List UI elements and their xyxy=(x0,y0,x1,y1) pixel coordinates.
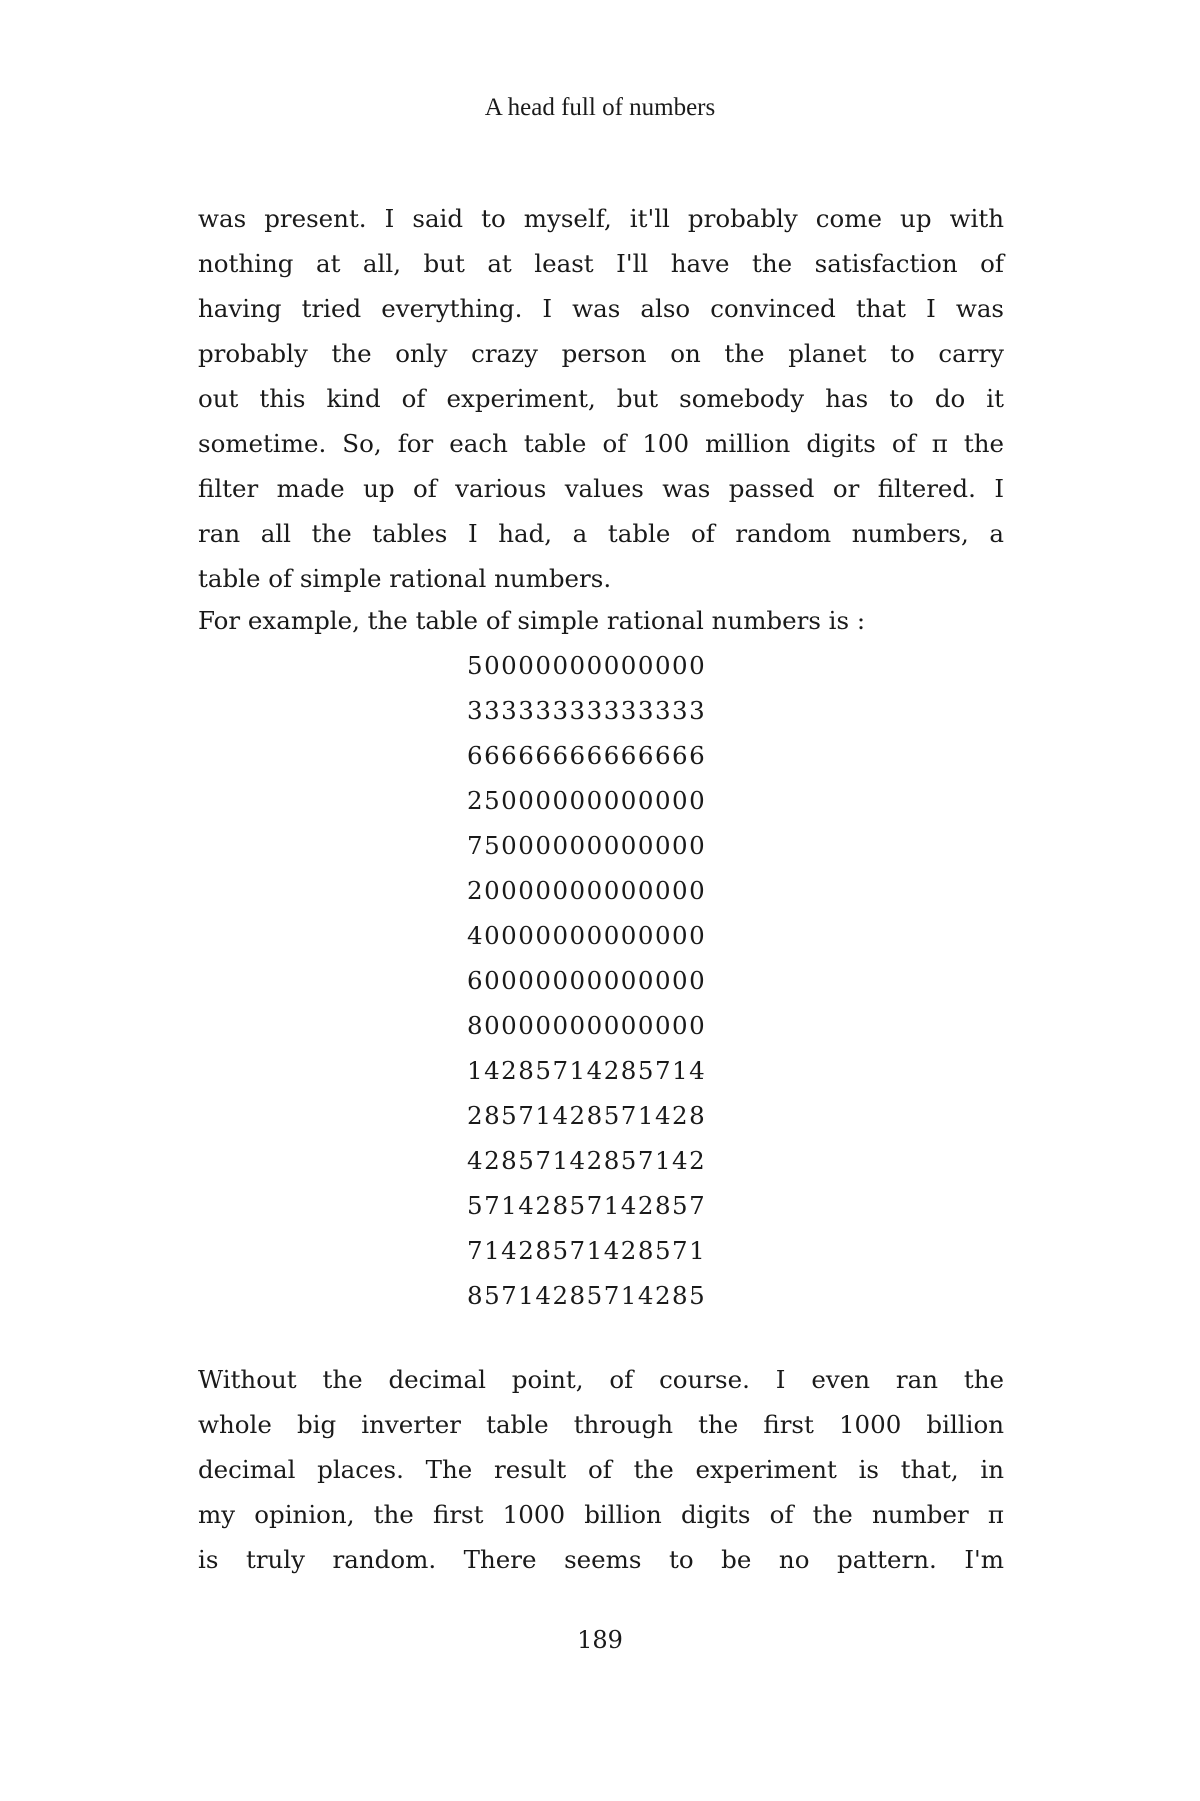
table-row: 33333333333333 xyxy=(467,696,707,725)
text-line: my opinion, the first 1000 billion digits of the number π xyxy=(198,1500,1004,1529)
page-number: 189 xyxy=(577,1626,623,1654)
text-line: sometime. So, for each table of 100 million digits of π the xyxy=(198,429,1004,458)
table-row: 25000000000000 xyxy=(467,786,707,815)
text-line: table of simple rational numbers. xyxy=(198,564,612,593)
table-row: 60000000000000 xyxy=(467,966,707,995)
text-line: was present. I said to myself, it'll probably come up with xyxy=(198,204,1004,233)
text-line: Without the decimal point, of course. I even ran the xyxy=(198,1365,1004,1394)
table-row: 20000000000000 xyxy=(467,876,707,905)
text-line: For example, the table of simple rational numbers is : xyxy=(198,606,866,635)
table-row: 80000000000000 xyxy=(467,1011,707,1040)
paragraph-2 xyxy=(198,598,1004,643)
text-line: is truly random. There seems to be no pattern. I'm xyxy=(198,1545,1004,1574)
table-row: 40000000000000 xyxy=(467,921,707,950)
text-line: decimal places. The result of the experiment is that, in xyxy=(198,1455,1004,1484)
table-row: 75000000000000 xyxy=(467,831,707,860)
running-header: A head full of numbers xyxy=(484,94,716,121)
text-line: probably the only crazy person on the planet to carry xyxy=(198,339,1004,368)
table-row: 66666666666666 xyxy=(467,741,707,770)
text-line: ran all the tables I had, a table of random numbers, a xyxy=(198,519,1004,548)
table-row: 14285714285714 xyxy=(467,1056,707,1085)
table-row: 71428571428571 xyxy=(467,1236,707,1265)
text-line: filter made up of various values was passed or filtered. I xyxy=(198,474,1004,503)
text-line: out this kind of experiment, but somebody has to do it xyxy=(198,384,1004,413)
table-row: 85714285714285 xyxy=(467,1281,707,1310)
table-row: 57142857142857 xyxy=(467,1191,707,1220)
table-row: 42857142857142 xyxy=(467,1146,707,1175)
text-line: having tried everything. I was also convinced that I was xyxy=(198,294,1004,323)
table-row: 50000000000000 xyxy=(467,651,707,680)
rational-numbers-table xyxy=(467,643,767,1318)
text-line: nothing at all, but at least I'll have the satisfaction of xyxy=(198,249,1004,278)
text-line: whole big inverter table through the first 1000 billion xyxy=(198,1410,1004,1439)
paragraph-1 xyxy=(198,196,1004,601)
table-row: 28571428571428 xyxy=(467,1101,707,1130)
paragraph-3 xyxy=(198,1357,1004,1582)
